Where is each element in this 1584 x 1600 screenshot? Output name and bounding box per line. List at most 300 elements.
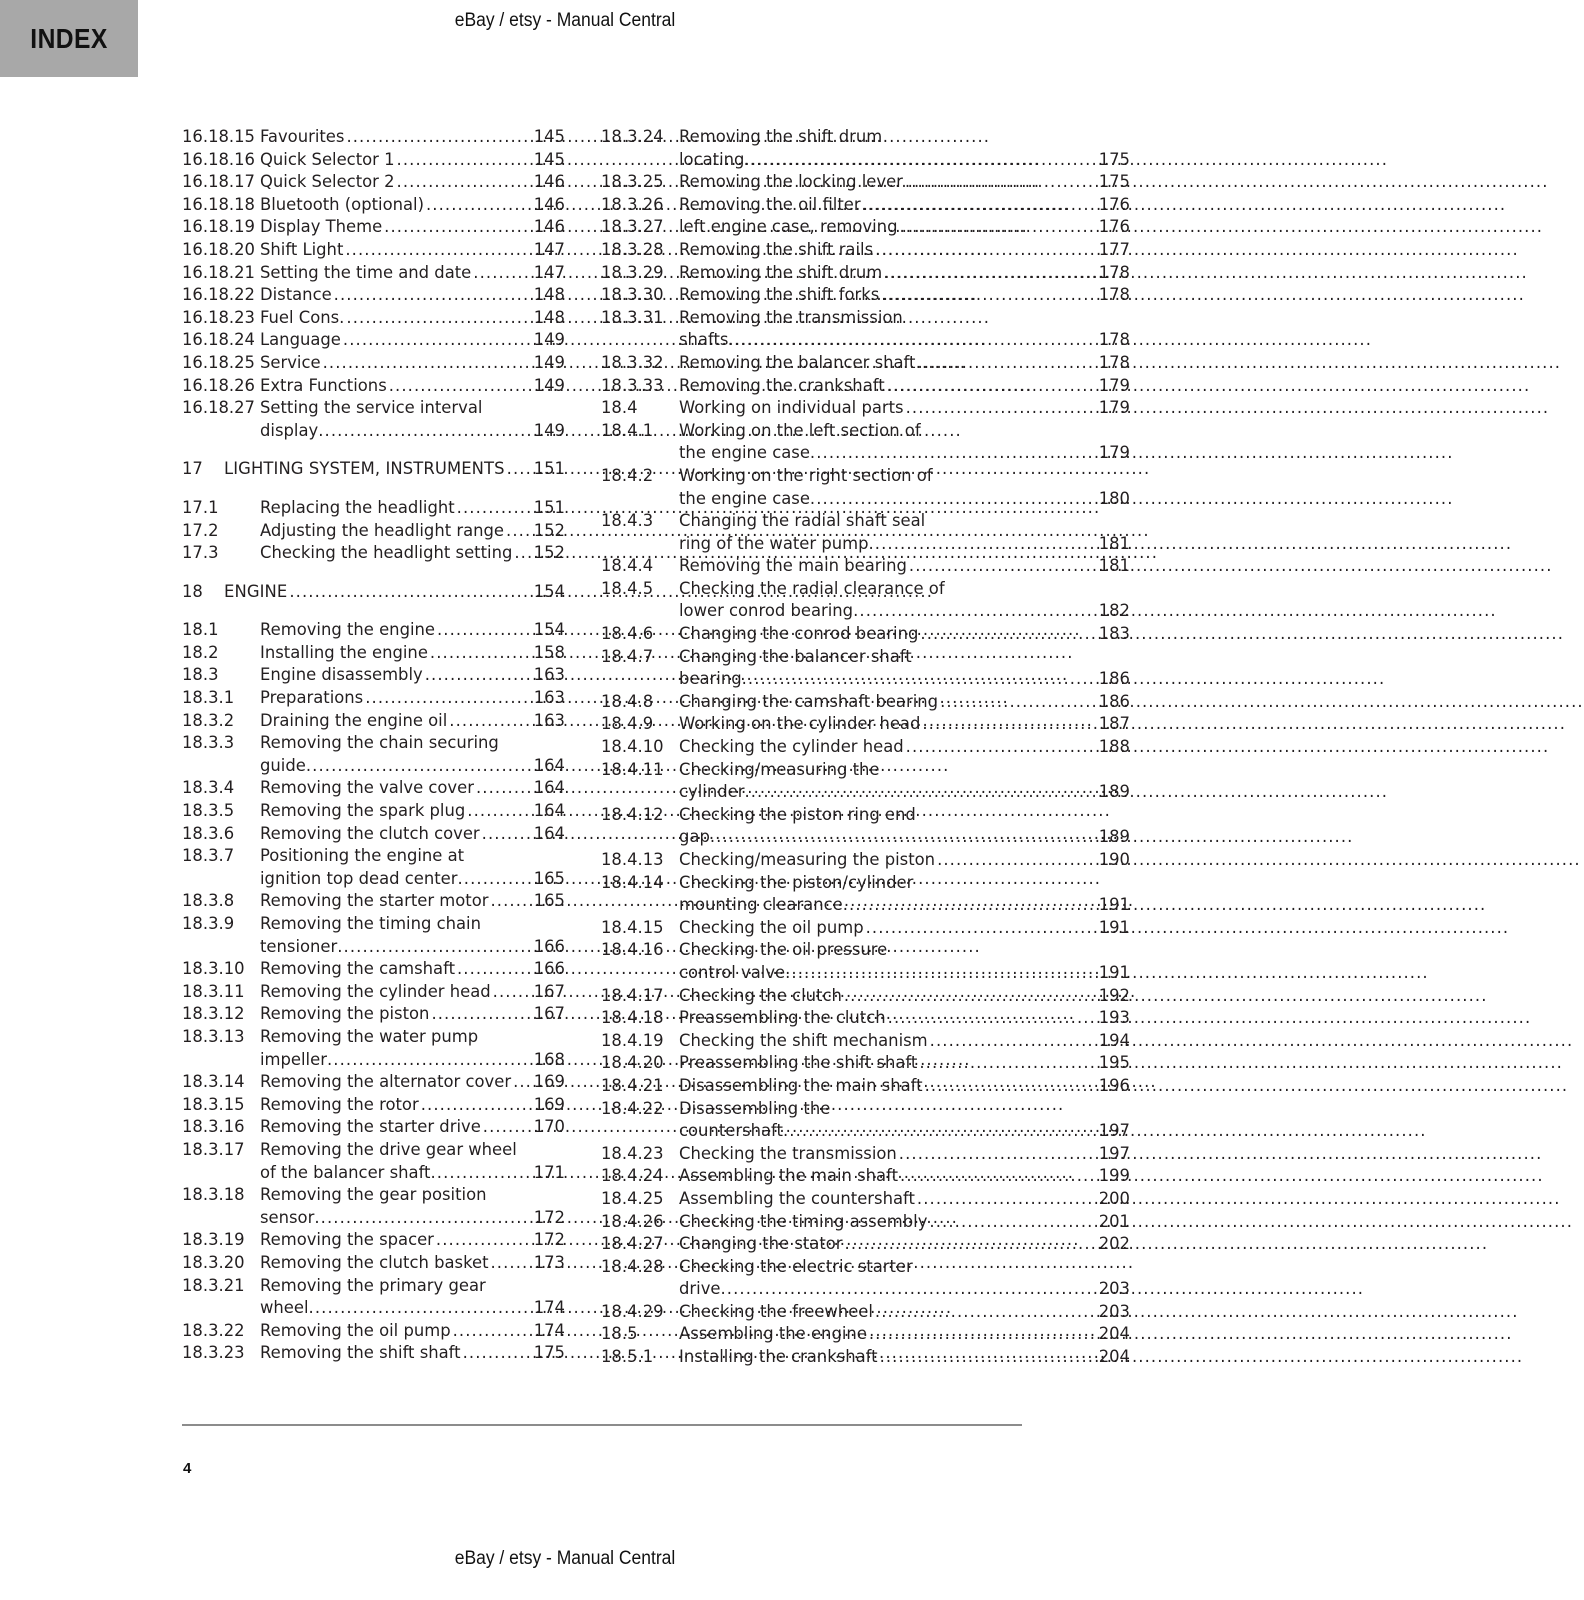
toc-entry-title: Removing the cylinder head [260,981,491,1001]
toc-entry-page: 204 [1098,1324,1130,1344]
toc-entry[interactable] [182,642,565,665]
toc-entry[interactable] [182,262,565,285]
toc-entry-page: 187 [1098,714,1130,734]
toc-entry-page: 164 [533,778,565,798]
toc-leader-dots [920,623,1089,646]
toc-entry[interactable] [182,868,565,891]
toc-entry[interactable] [601,149,1130,172]
toc-leader-dots [314,1207,524,1230]
toc-entry-title: Engine disassembly [260,665,423,685]
toc-entry-page: 197 [1098,1143,1130,1163]
toc-entry-page: 178 [1098,330,1130,350]
toc-leader-dots [909,555,1089,578]
toc-entry-number: 18.4.24 [601,1166,664,1186]
toc-entry-title-wrap [679,1165,1090,1188]
toc-leader-dots [507,458,524,481]
toc-entry-title-wrap [260,823,525,846]
toc-entry[interactable] [601,375,1130,398]
toc-entry[interactable] [182,397,565,420]
toc-entry-title: Preassembling the shift shaft [679,1053,918,1073]
toc-entry-page: 188 [1098,737,1130,757]
toc-entry-number: 16.18.15 [182,127,255,146]
toc-entry[interactable] [182,1071,565,1094]
toc-entry-page: 202 [1098,1234,1130,1254]
toc-leader-dots [476,777,524,800]
toc-entry-title-wrap [224,458,525,481]
toc-entry[interactable] [601,736,1130,759]
toc-entry[interactable] [182,542,565,565]
toc-entry-page: 170 [533,1117,565,1137]
toc-entry-title-wrap [679,307,1090,330]
toc-entry[interactable] [601,781,1130,804]
toc-entry-number: 18.3.23 [182,1343,245,1363]
toc-entry-number: 16.18.22 [182,285,255,305]
toc-entry[interactable] [601,352,1130,375]
toc-entry-number: 18.3.33 [601,375,664,395]
toc-entry[interactable] [182,1003,565,1026]
toc-leader-dots [473,262,524,285]
toc-entry-title: Changing the stator [679,1234,843,1254]
toc-entry[interactable] [182,1139,565,1162]
toc-entry[interactable] [601,1165,1130,1188]
toc-entry[interactable] [601,646,1130,669]
toc-entry[interactable] [601,1052,1130,1075]
toc-entry-number: 17.1 [182,497,219,517]
toc-entry-number: 17.3 [182,543,219,563]
toc-entry[interactable] [182,1184,565,1207]
toc-entry-title-wrap [260,284,525,307]
toc-entry[interactable] [601,1256,1130,1279]
toc-entry[interactable] [601,1120,1130,1143]
toc-entry-number: 18.4 [601,398,638,418]
toc-entry[interactable] [182,284,565,307]
toc-leader-dots [514,542,524,565]
toc-entry[interactable] [182,936,565,959]
toc-entry-title-wrap [679,1188,1090,1211]
toc-entry[interactable] [182,497,565,520]
toc-entry[interactable] [182,307,565,330]
toc-entry-title: Removing the timing chain [260,914,481,933]
toc-leader-dots [869,1323,1089,1346]
toc-entry-title: Removing the spark plug [260,801,466,821]
toc-leader-dots [436,1229,524,1252]
toc-leader-dots [426,194,524,217]
toc-entry-number: 18.3.17 [182,1139,245,1159]
toc-entry-number: 18.3.9 [182,914,235,933]
toc-entry[interactable] [182,581,565,604]
toc-entry-title-wrap [679,939,1090,962]
toc-entry-title-wrap [679,691,1090,714]
toc-entry[interactable] [601,939,1130,962]
toc-entry[interactable] [601,1030,1130,1053]
toc-leader-dots [929,1211,1089,1234]
toc-entry[interactable] [601,329,1130,352]
toc-entry-number: 18.3.24 [601,127,664,146]
toc-entry-title-wrap [260,352,525,375]
toc-entry-page: 164 [533,801,565,821]
toc-leader-dots [845,1233,1089,1256]
toc-entry[interactable] [182,687,565,710]
toc-entry[interactable] [182,420,565,443]
toc-entry-number: 18.3.25 [601,172,664,192]
toc-entry-title-wrap [260,1252,525,1275]
toc-entry[interactable] [601,442,1130,465]
toc-leader-dots [744,781,1089,804]
toc-entry[interactable] [601,216,1130,239]
toc-entry-page: 191 [1098,962,1130,982]
toc-entry-title-wrap [260,958,525,981]
toc-entry-number: 18.4.6 [601,624,654,644]
toc-entry[interactable] [601,194,1130,217]
toc-entry-number: 16.18.21 [182,262,255,282]
toc-entry[interactable] [601,1211,1130,1234]
toc-entry-title: left engine case, removing [679,217,898,237]
toc-entry[interactable] [601,600,1130,623]
table-of-contents [0,126,1130,1369]
toc-leader-dots [906,736,1089,759]
toc-entry[interactable] [601,397,1130,420]
toc-entry-title-wrap [679,284,1090,307]
toc-entry-page: 168 [533,1049,565,1069]
toc-leader-dots [884,262,1089,285]
toc-entry[interactable] [182,800,565,823]
toc-entry-title-wrap [679,623,1090,646]
toc-leader-dots [384,216,524,239]
toc-entry[interactable] [182,1252,565,1275]
toc-entry[interactable] [182,149,565,172]
toc-entry[interactable] [182,239,565,262]
toc-entry-number: 18.3.12 [182,1004,245,1024]
toc-entry[interactable] [182,823,565,846]
toc-entry-number: 18.3.21 [182,1275,245,1295]
toc-entry-page: 178 [1098,352,1130,372]
toc-entry[interactable] [601,126,1130,149]
toc-entry-title-wrap [679,917,1090,940]
toc-entry-page: 145 [533,149,565,169]
toc-entry-title: the engine case [679,488,810,508]
toc-leader-dots [940,691,1089,714]
toc-entry-title-wrap [679,962,1090,985]
toc-entry-title-wrap [679,194,1090,217]
toc-entry[interactable] [182,375,565,398]
toc-entry-title: Removing the piston [260,1004,430,1024]
toc-entry[interactable] [601,849,1130,872]
toc-leader-dots [457,868,524,891]
toc-entry-page: 177 [1098,239,1130,259]
toc-entry-page: 169 [533,1094,565,1114]
toc-entry-title-wrap [679,759,1090,782]
toc-entry-title-wrap [260,239,525,262]
toc-entry-title: Checking the cylinder head [679,737,904,757]
toc-entry-number: 18.4.27 [601,1234,664,1254]
toc-entry-title-wrap [260,1094,525,1117]
toc-entry-number: 18 [182,581,203,601]
toc-entry[interactable] [182,194,565,217]
toc-entry[interactable] [182,732,565,755]
toc-entry-title-wrap [260,1116,525,1139]
toc-entry-title: gap [679,827,710,847]
toc-entry-title-wrap [679,1233,1090,1256]
toc-entry-page: 163 [533,688,565,708]
toc-leader-dots [421,1094,524,1117]
toc-entry-page: 167 [533,981,565,1001]
toc-entry[interactable] [182,352,565,375]
toc-entry-title: Installing the crankshaft [679,1347,878,1367]
toc-entry[interactable] [601,171,1130,194]
toc-entry-number: 18.3.11 [182,981,245,1001]
toc-entry-page: 174 [533,1298,565,1318]
toc-entry-page: 147 [533,262,565,282]
toc-entry-title-wrap [260,1162,525,1185]
toc-entry-title: Removing the shift rails [679,239,874,259]
toc-entry-page: 175 [1098,172,1130,192]
toc-entry-page: 149 [533,375,565,395]
toc-entry[interactable] [182,1320,565,1343]
toc-entry-title-wrap [679,216,1090,239]
toc-entry-page: 194 [1098,1030,1130,1050]
toc-entry[interactable] [601,917,1130,940]
toc-leader-dots [323,352,524,375]
toc-leader-dots [453,1320,524,1343]
toc-entry-title: Working on the left section of [679,420,921,440]
toc-entry-title: Removing the water pump [260,1026,479,1046]
toc-entry-number: 18.3.30 [601,285,664,305]
toc-entry[interactable] [182,1342,565,1365]
toc-leader-dots [425,664,524,687]
toc-entry-title: Working on the right section of [679,465,933,485]
toc-entry-title: Display Theme [260,217,383,237]
toc-leader-dots [318,420,524,443]
toc-entry-number: 16.18.16 [182,149,255,169]
toc-entry-page: 149 [533,420,565,440]
toc-entry-title-wrap [260,845,525,868]
toc-entry-title-wrap [260,1139,525,1162]
toc-entry-page: 203 [1098,1279,1130,1299]
toc-entry-number: 18.4.8 [601,691,654,711]
toc-entry-number: 18.3.32 [601,352,664,372]
toc-entry[interactable] [601,1188,1130,1211]
toc-entry[interactable] [601,1143,1130,1166]
toc-entry[interactable] [182,913,565,936]
toc-entry[interactable] [601,578,1130,601]
toc-entry[interactable] [182,1116,565,1139]
toc-entry-title: Checking the shift mechanism [679,1030,928,1050]
toc-entry-number: 18.5 [601,1324,638,1344]
toc-entry-number: 18.4.18 [601,1008,664,1028]
toc-entry-page: 189 [1098,782,1130,802]
toc-entry[interactable] [601,307,1130,330]
toc-entry[interactable] [182,458,565,481]
toc-entry-title-wrap [260,777,525,800]
toc-leader-dots [880,1346,1089,1369]
toc-entry[interactable] [182,1094,565,1117]
toc-entry-title: Checking the radial clearance of [679,578,945,598]
toc-entry-title-wrap [260,936,525,959]
toc-entry-title: Removing the transmission [679,307,903,327]
toc-entry-title-wrap [260,890,525,913]
toc-entry-number: 18.4.19 [601,1030,664,1050]
toc-entry-page: 204 [1098,1347,1130,1367]
toc-entry-title-wrap [260,664,525,687]
toc-entry-title: Removing the crankshaft [679,375,885,395]
toc-entry[interactable] [601,262,1130,285]
toc-entry-number: 16.18.19 [182,217,255,237]
toc-entry-number: 18.4.26 [601,1211,664,1231]
toc-entry[interactable] [601,1346,1130,1369]
toc-entry[interactable] [601,239,1130,262]
toc-entry[interactable] [601,962,1130,985]
toc-entry-title-wrap [260,1049,525,1072]
toc-leader-dots [720,1278,1089,1301]
toc-entry[interactable] [601,1233,1130,1256]
toc-entry-number: 18.3.6 [182,823,235,843]
toc-entry[interactable] [182,664,565,687]
toc-entry-title: Assembling the engine [679,1324,867,1344]
toc-entry-title-wrap [679,713,1090,736]
toc-entry-page: 172 [533,1207,565,1227]
toc-entry-number: 18.3.16 [182,1117,245,1137]
toc-entry[interactable] [601,804,1130,827]
toc-entry-page: 179 [1098,443,1130,463]
toc-entry-number: 18.4.3 [601,511,654,531]
toc-entry[interactable] [182,1049,565,1072]
toc-entry[interactable] [182,1229,565,1252]
toc-entry-title: guide [260,755,306,775]
toc-entry-page: 163 [533,710,565,730]
toc-entry[interactable] [182,777,565,800]
toc-entry[interactable] [601,623,1130,646]
toc-leader-dots [728,329,1089,352]
toc-entry[interactable] [182,126,565,149]
toc-entry[interactable] [182,981,565,1004]
toc-entry-page: 178 [1098,285,1130,305]
toc-entry-number: 18.3.4 [182,778,235,798]
toc-entry[interactable] [601,1301,1130,1324]
toc-entry-title-wrap [260,913,525,936]
toc-entry[interactable] [601,510,1130,533]
toc-entry-number: 16.18.17 [182,172,255,192]
toc-entry[interactable] [182,619,565,642]
toc-leader-dots [937,849,1089,872]
toc-entry[interactable] [182,520,565,543]
toc-entry-number: 16.18.26 [182,375,255,395]
toc-entry[interactable] [601,533,1130,556]
toc-entry-title-wrap [260,397,525,420]
toc-leader-dots [457,958,524,981]
toc-entry-number: 18.4.16 [601,940,664,960]
toc-entry[interactable] [182,1275,565,1298]
toc-leader-dots [397,171,524,194]
toc-leader-dots [917,1188,1089,1211]
toc-entry-title: Removing the oil pump [260,1320,451,1340]
toc-entry-title: wheel [260,1298,309,1318]
toc-entry-title: Preparations [260,688,364,708]
toc-leader-dots [810,442,1089,465]
toc-entry-title: Disassembling the main shaft [679,1075,923,1095]
toc-entry-title: Checking the freewheel [679,1301,873,1321]
toc-entry-number: 18.4.29 [601,1301,664,1321]
toc-entry[interactable] [601,1075,1130,1098]
toc-entry-title-wrap [679,329,1090,352]
toc-entry-number: 18.3.31 [601,307,664,327]
toc-entry[interactable] [601,668,1130,691]
toc-entry-page: 164 [533,823,565,843]
toc-entry[interactable] [182,710,565,733]
toc-entry[interactable] [182,1207,565,1230]
toc-entry-page: 176 [1098,194,1130,214]
toc-entry[interactable] [601,465,1130,488]
toc-entry[interactable] [182,958,565,981]
toc-entry[interactable] [182,890,565,913]
toc-entry-page: 193 [1098,1008,1130,1028]
toc-entry[interactable] [182,216,565,239]
toc-entry-page: 158 [533,642,565,662]
toc-entry-title: LIGHTING SYSTEM, INSTRUMENTS [224,459,505,479]
toc-entry[interactable] [601,420,1130,443]
toc-entry-title-wrap [679,1346,1090,1369]
toc-entry-number: 18.3.19 [182,1230,245,1250]
toc-entry-page: 149 [533,352,565,372]
toc-entry-page: 152 [533,520,565,540]
toc-entry-page: 148 [533,307,565,327]
toc-entry-title-wrap [679,375,1090,398]
toc-entry[interactable] [601,488,1130,511]
toc-entry-title-wrap [260,1184,525,1207]
toc-entry[interactable] [601,826,1130,849]
toc-entry-number: 17.2 [182,520,219,540]
toc-entry-number: 18.4.12 [601,804,664,824]
toc-entry[interactable] [601,894,1130,917]
toc-entry-title-wrap [260,520,525,543]
toc-entry[interactable] [601,1323,1130,1346]
toc-entry[interactable] [601,985,1130,1008]
toc-entry[interactable] [182,171,565,194]
toc-entry-title: Checking the oil pump [679,917,864,937]
toc-entry[interactable] [182,1026,565,1049]
toc-entry[interactable] [601,284,1130,307]
toc-entry-title: Removing the starter drive [260,1117,481,1137]
toc-entry-number: 18.4.22 [601,1098,664,1118]
toc-entry-number: 18.4.2 [601,465,654,485]
toc-entry[interactable] [182,1297,565,1320]
toc-leader-dots [875,239,1089,262]
toc-entry-number: 16.18.25 [182,352,255,372]
toc-entry[interactable] [601,872,1130,895]
toc-entry-page: 190 [1098,850,1130,869]
toc-entry[interactable] [182,1162,565,1185]
toc-entry-number: 18.3.13 [182,1026,245,1046]
toc-entry[interactable] [182,845,565,868]
toc-entry-title-wrap [679,1052,1090,1075]
toc-entry-title-wrap [260,262,525,285]
toc-entry[interactable] [601,1278,1130,1301]
toc-entry[interactable] [182,329,565,352]
toc-entry-title: Adjusting the headlight range [260,520,505,540]
toc-entry-page: 154 [533,581,565,601]
toc-entry[interactable] [601,691,1130,714]
toc-entry-page: 152 [533,543,565,563]
toc-entry[interactable] [601,1098,1130,1121]
toc-entry-title: Disassembling the [679,1098,831,1118]
toc-entry[interactable] [601,1007,1130,1030]
toc-entry-title: Working on individual parts [679,398,904,418]
toc-entry[interactable] [182,755,565,778]
toc-leader-dots [346,126,524,149]
toc-entry[interactable] [601,555,1130,578]
toc-entry[interactable] [601,713,1130,736]
toc-entry-title: Removing the spacer [260,1230,434,1250]
toc-entry[interactable] [601,759,1130,782]
